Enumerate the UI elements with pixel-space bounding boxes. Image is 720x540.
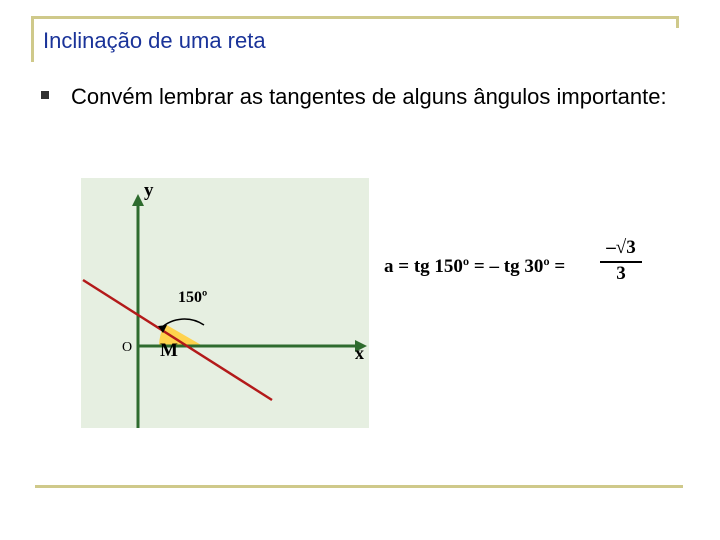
bullet-text: Convém lembrar as tangentes de alguns ângulos importante: [71, 84, 667, 109]
origin-label: O [122, 340, 133, 355]
frame-top-border [31, 16, 678, 19]
slide-title: Inclinação de uma reta [43, 28, 266, 53]
frame-bottom-border [35, 485, 683, 488]
bullet-marker [41, 91, 49, 99]
formula-fraction [600, 236, 642, 285]
fraction-numerator: –√3 [606, 237, 636, 258]
point-m-label: M [160, 340, 178, 361]
frame-right-border [676, 16, 679, 28]
diagram-figure [81, 178, 369, 428]
angle-label: 150º [178, 289, 208, 306]
fraction-denominator: 3 [616, 263, 626, 284]
y-axis-arrow [132, 194, 144, 206]
y-axis-label: y [144, 180, 154, 201]
x-axis-label: x [355, 343, 364, 363]
tangent-formula: a = tg 150º = – tg 30º = [384, 256, 566, 277]
frame-left-border [31, 16, 34, 62]
diagram-svg [81, 178, 369, 428]
